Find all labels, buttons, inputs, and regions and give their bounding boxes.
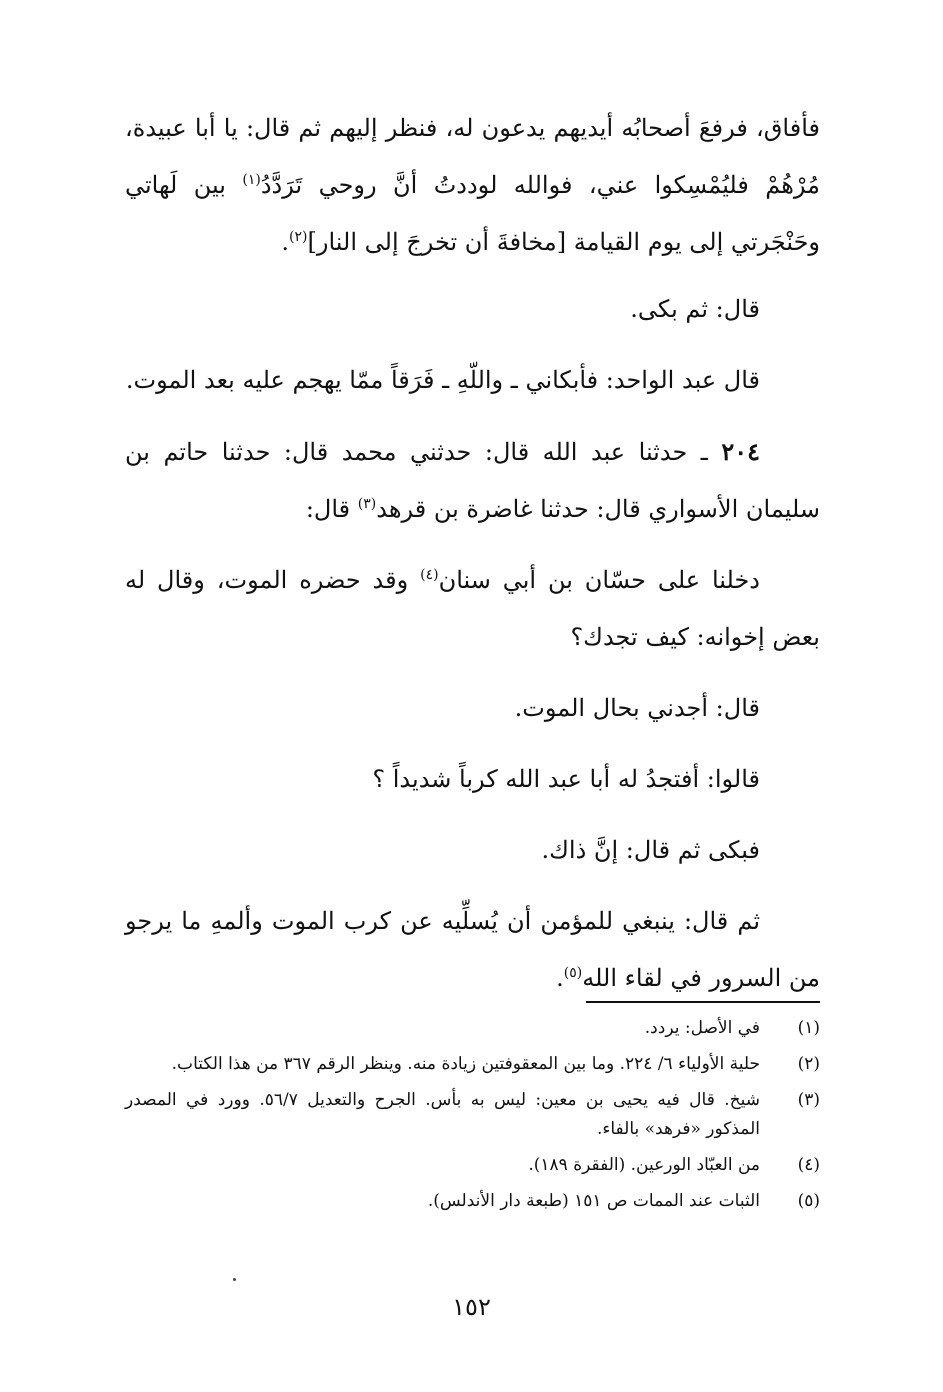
footnote-separator: [586, 1001, 820, 1003]
entry-number: ٢٠٤: [721, 437, 760, 466]
paragraph-9-text-a: ثم قال: ينبغي للمؤمن أن يُسلِّيه عن كرب الموت وألمهِ ما يرجو من السرور في لقاء الله: [125, 907, 820, 992]
footnote-2: [125, 1050, 820, 1079]
footnote-text: في الأصل: يردد.: [644, 1018, 760, 1038]
paragraph-1-text-a: فأفاق، فرفعَ أصحابُه أيديهم يدعون له، فنظر إليهم ثم قال: يا أبا عبيدة، مُرْهُمْ فليُمْسِكوا عني، فوالله لوددتُ أنَّ روحي تَرَدَّدُ: [125, 114, 820, 199]
page-number: ١٥٢: [452, 1293, 491, 1321]
footnote-number: (٣): [797, 1090, 820, 1110]
paragraph-9: [125, 893, 820, 1007]
footnote-number: (٤): [797, 1155, 820, 1175]
paragraph-3: [125, 352, 820, 409]
main-text: [125, 100, 820, 1021]
footnote-ref-2[interactable]: (٢): [289, 229, 308, 245]
footnote-1: [125, 1014, 820, 1043]
footnote-number: (١): [797, 1018, 820, 1038]
paragraph-2: [125, 281, 820, 338]
footnotes: [125, 1014, 820, 1223]
footnote-3: [125, 1086, 820, 1144]
footnote-4: [125, 1151, 820, 1180]
paragraph-6-text: قال: أجدني بحال الموت.: [514, 694, 760, 722]
paragraph-4-text-a: ـ حدثنا عبد الله قال: حدثني محمد قال: حدثنا حاتم بن سليمان الأسواري قال: حدثنا غاضرة بن قرهد: [125, 438, 820, 523]
paragraph-5-text-a: دخلنا على حسّان بن أبي سنان: [438, 566, 760, 594]
footnote-ref-4[interactable]: (٤): [420, 567, 439, 583]
paragraph-1-text-b: بين لَهاتي وحَنْجَرتي إلى يوم القيامة [مخافةَ أن تخرجَ إلى النار]: [125, 171, 820, 256]
footnote-ref-5[interactable]: (٥): [563, 965, 583, 981]
paragraph-2-text: قال: ثم بكى.: [630, 295, 760, 323]
footnote-ref-1[interactable]: (١): [242, 172, 261, 188]
footnote-number: (٥): [797, 1191, 820, 1211]
footnote-text: الثبات عند الممات ص ١٥١ (طبعة دار الأندلس).: [427, 1191, 760, 1211]
footnote-text: من العبّاد الورعين. (الفقرة ١٨٩).: [528, 1155, 760, 1175]
paragraph-7-text: قالوا: أفتجدُ له أبا عبد الله كرباً شديداً ؟: [372, 765, 760, 793]
paragraph-3-text: قال عبد الواحد: فأبكاني ـ واللّهِ ـ فَرَقاً ممّا يهجم عليه بعد الموت.: [125, 366, 760, 394]
paragraph-4-text-b: قال:: [305, 495, 358, 523]
paragraph-1-text-c: .: [281, 228, 290, 256]
paragraph-6: [125, 680, 820, 737]
print-speck: [233, 1278, 236, 1281]
paragraph-7: [125, 751, 820, 808]
footnote-5: [125, 1187, 820, 1216]
paragraph-5-text-b: وقد حضره الموت، وقال له بعض إخوانه: كيف تجدك؟: [125, 566, 820, 651]
paragraph-8: [125, 822, 820, 879]
paragraph-9-text-b: .: [556, 964, 564, 992]
footnote-text: شيخ. قال فيه يحيى بن معين: ليس به بأس. الجرح والتعديل ٥٦/٧. وورد في المصدر المذكور «فرهد» بالفاء.: [125, 1090, 760, 1139]
paragraph-5: [125, 552, 820, 666]
paragraph-8-text: فبكى ثم قال: إنَّ ذاك.: [541, 836, 760, 864]
paragraph-1: [125, 100, 820, 271]
footnote-text: حلية الأولياء ٦/ ٢٢٤. وما بين المعقوفتين زيادة منه. وينظر الرقم ٣٦٧ من هذا الكتاب.: [171, 1054, 760, 1074]
footnote-ref-3[interactable]: (٣): [357, 496, 377, 512]
footnote-number: (٢): [797, 1054, 820, 1074]
paragraph-4: [125, 423, 820, 538]
